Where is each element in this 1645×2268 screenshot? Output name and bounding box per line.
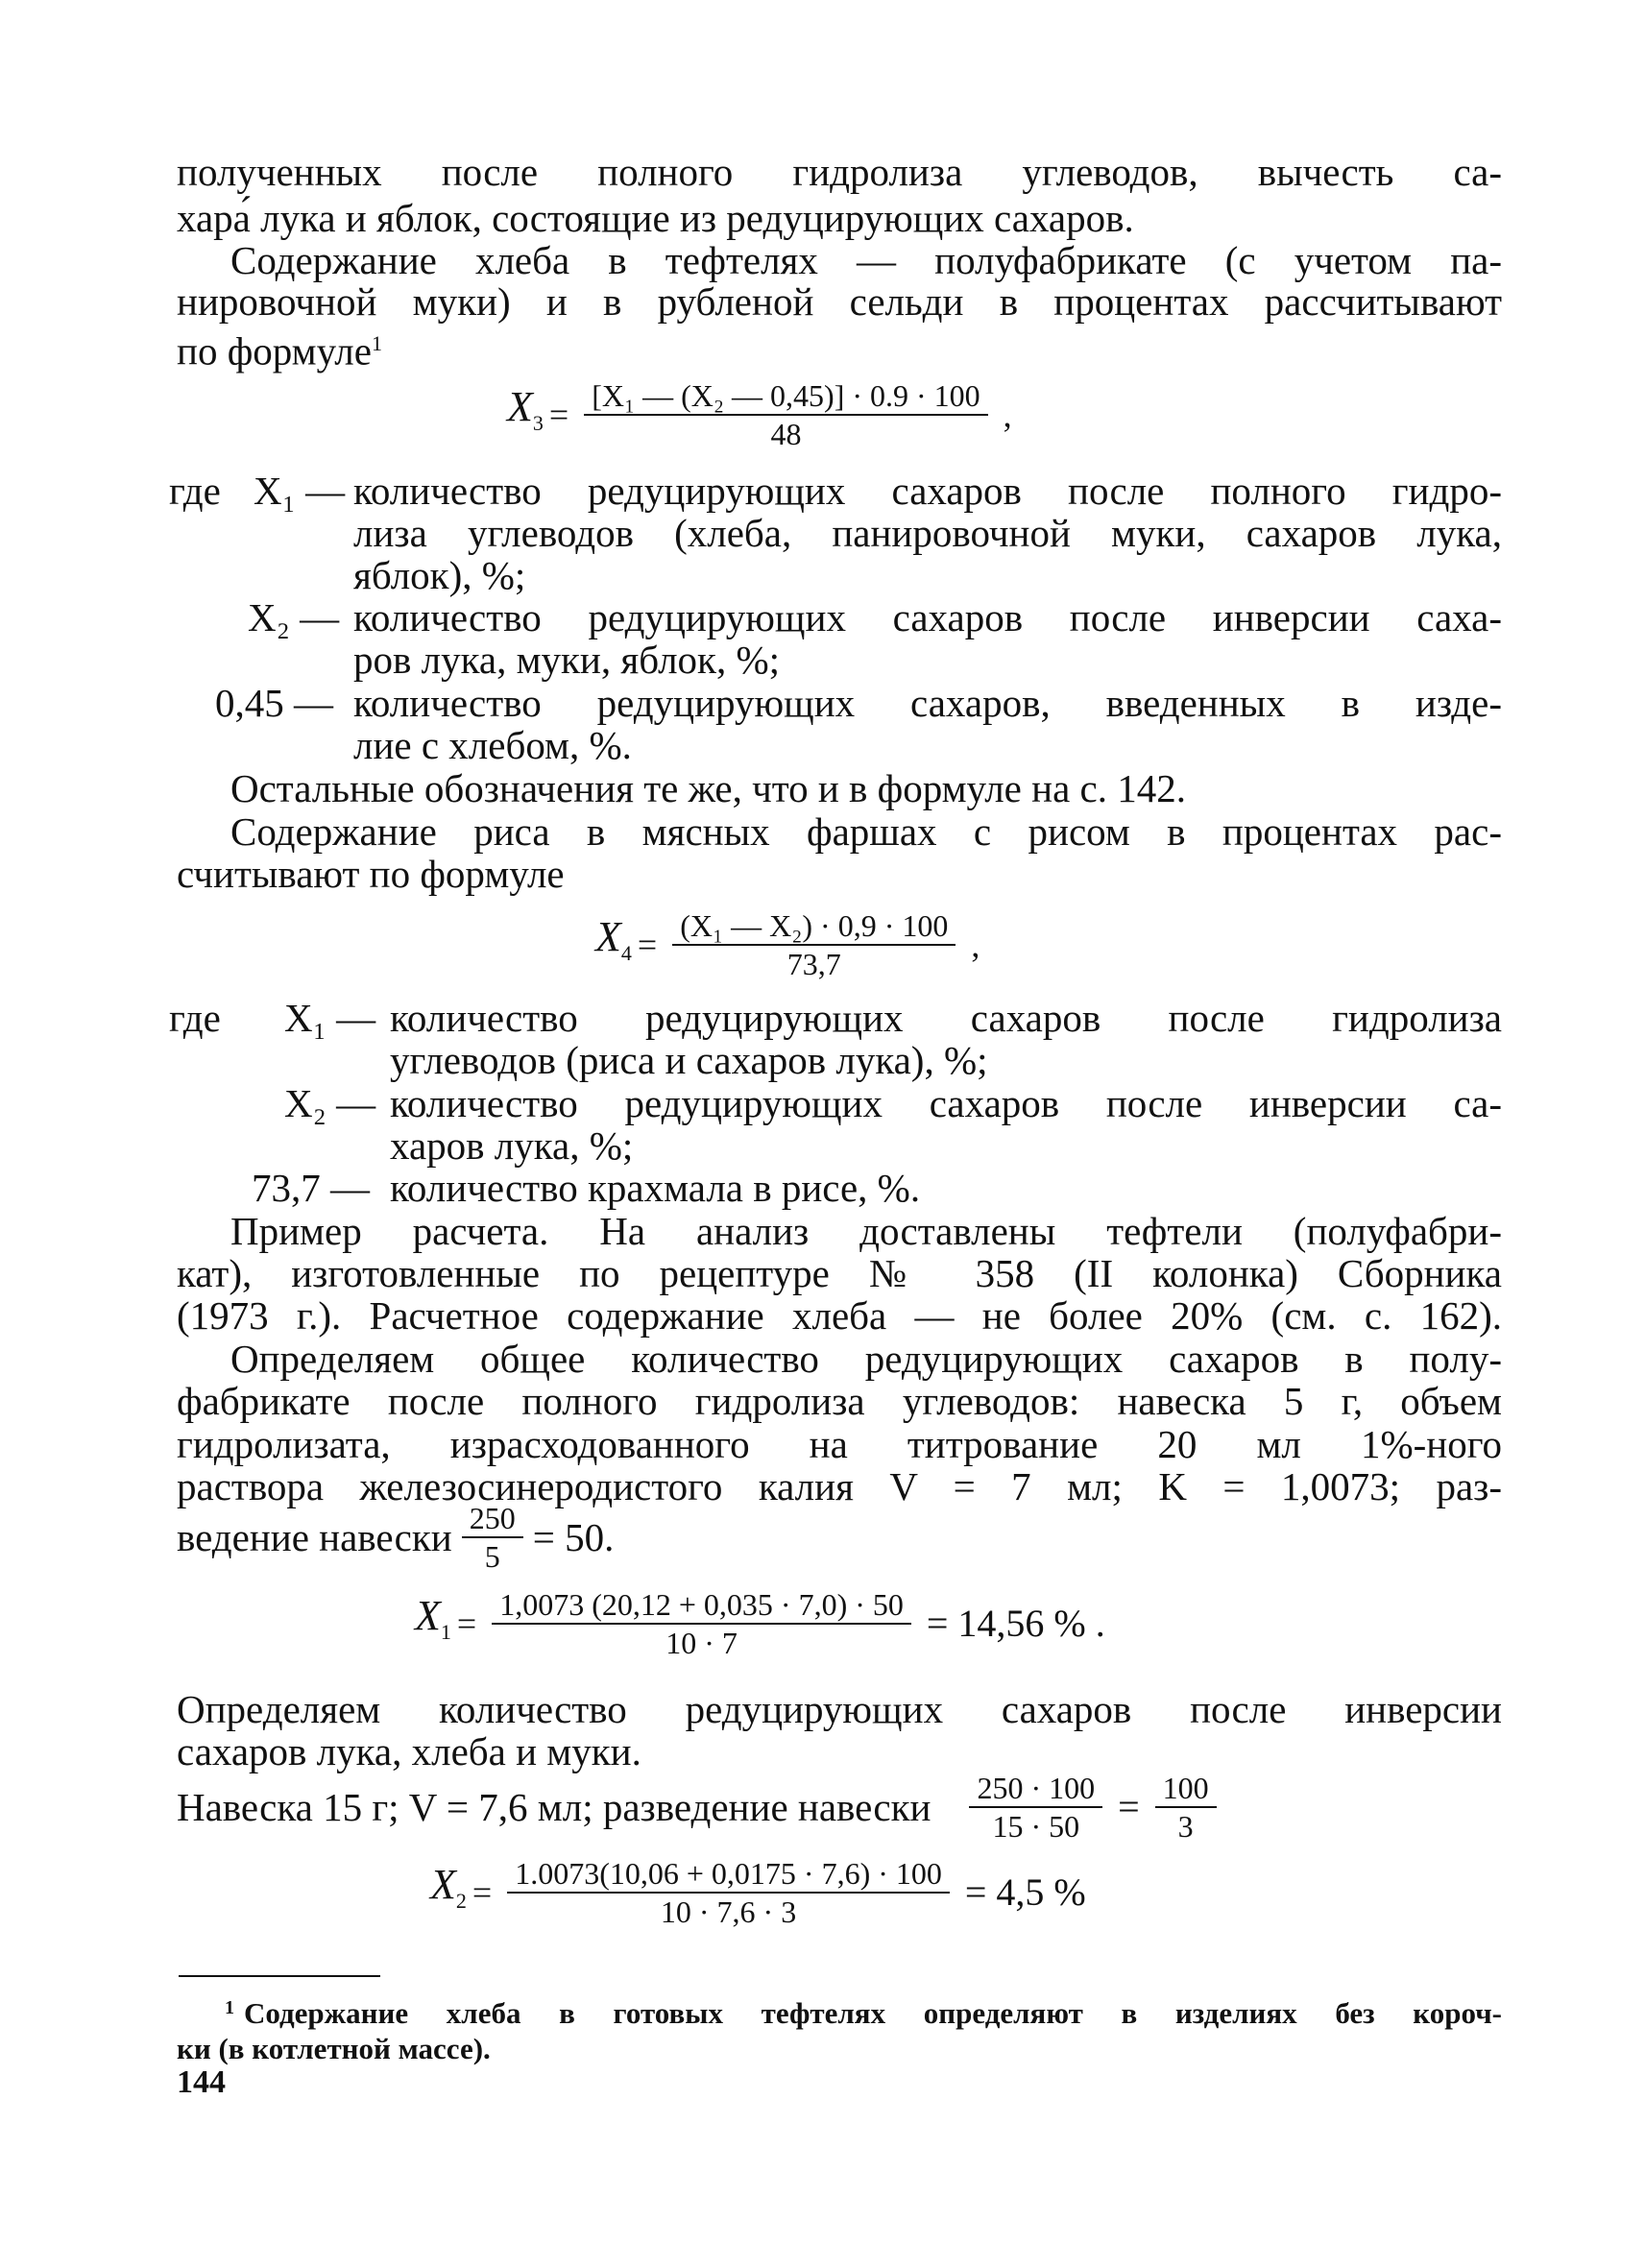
- numerator: 100: [1155, 1770, 1217, 1808]
- definition-label: 0,45 —: [215, 681, 333, 725]
- text-line: Содержание риса в мясных фаршах с рисом в процентах рас-: [230, 809, 1502, 854]
- formula-x3: [507, 377, 1018, 452]
- definition-text: количество редуцирующих сахаров после гидролиза: [390, 996, 1502, 1040]
- dilution-line: [177, 1500, 614, 1575]
- definition-label: X₁ —: [254, 469, 346, 513]
- formula-lhs: $X_3$: [507, 382, 544, 435]
- definition-label: 73,7 —: [252, 1166, 370, 1210]
- equals-sign: =: [472, 1873, 493, 1912]
- numerator: (X₁ — X₂) · 0,9 · 100: [672, 907, 956, 946]
- text-line: фабрикате после полного гидролиза углеводов: навеска 5 г, объем: [177, 1379, 1502, 1423]
- denominator: 3: [1177, 1809, 1194, 1844]
- equals-sign: =: [637, 926, 658, 964]
- footnote-divider: [179, 1975, 380, 1977]
- denominator: 48: [770, 417, 802, 451]
- result: = 14,56 % .: [926, 1602, 1105, 1645]
- fraction: [492, 1586, 911, 1661]
- formula-lhs: $X_2$: [430, 1860, 467, 1913]
- denominator: 10 · 7: [665, 1626, 738, 1660]
- text-fragment: ведение навески: [177, 1515, 452, 1559]
- fraction: [584, 377, 987, 452]
- text-line: (1973 г.). Расчетное содержание хлеба — не более 20% (см. с. 162).: [177, 1293, 1502, 1338]
- denominator: 10 · 7,6 · 3: [660, 1894, 797, 1929]
- result: = 4,5 %: [964, 1870, 1086, 1914]
- equals-sign: =: [548, 396, 569, 434]
- definition-text: лие с хлебом, %.: [353, 723, 632, 767]
- text-line: Определяем количество редуцирующих сахаров после инверсии: [177, 1687, 1502, 1731]
- footnote-mark: 1: [225, 1997, 234, 2018]
- denominator: 15 · 50: [992, 1809, 1080, 1844]
- definition-text: харов лука, %;: [390, 1123, 634, 1168]
- definition-label: X₁ —: [284, 996, 376, 1040]
- comma: ,: [971, 926, 980, 964]
- sample-line: [177, 1770, 1226, 1845]
- formula-x2: [430, 1855, 1092, 1930]
- text-line: Пример расчета. На анализ доставлены тефтели (полуфабри-: [230, 1209, 1502, 1253]
- fraction: [507, 1855, 950, 1930]
- text-fragment: Навеска 15 г; V = 7,6 мл; разведение навески: [177, 1785, 931, 1829]
- footnote-line: ки (в котлетной массе).: [177, 2032, 491, 2065]
- denominator: 5: [484, 1539, 500, 1574]
- fraction: [1155, 1770, 1217, 1845]
- text-fragment: по формуле: [177, 328, 372, 374]
- definition-text: количество редуцирующих сахаров после полного гидро-: [353, 469, 1502, 513]
- formula-lhs: $X_1$: [415, 1591, 451, 1644]
- text-line: нировочной муки) и в рубленой сельди в процентах рассчитывают: [177, 279, 1502, 324]
- footnote-mark: 1: [371, 331, 382, 355]
- definition-label: X₂ —: [248, 595, 340, 639]
- text-line: раствора железосинеродистого калия V = 7 мл; K = 1,0073; раз-: [177, 1464, 1502, 1508]
- text-line: считывают по формуле: [177, 852, 565, 896]
- text-line: Остальные обозначения те же, что и в формуле на с. 142.: [230, 766, 1186, 810]
- numerator: 250 · 100: [969, 1770, 1102, 1808]
- formula-lhs: $X_4$: [595, 912, 632, 965]
- definition-text: яблок), %;: [353, 553, 526, 597]
- equals-sign: =: [1118, 1785, 1140, 1828]
- numerator: 1,0073 (20,12 + 0,035 · 7,0) · 50: [492, 1586, 911, 1625]
- where-label: где: [169, 996, 221, 1040]
- fraction: [969, 1770, 1102, 1845]
- definition-text: количество крахмала в рисе, %.: [390, 1166, 921, 1210]
- formula-x1: [415, 1586, 1111, 1661]
- page-number: 144: [177, 2064, 226, 2100]
- fraction: [672, 907, 956, 982]
- numerator: 1.0073(10,06 + 0,0175 · 7,6) · 100: [507, 1855, 950, 1894]
- text-line: кат), изготовленные по рецептуре № 358 (II колонка) Сборника: [177, 1251, 1502, 1295]
- footnote-line: 1 Содержание хлеба в готовых тефтелях определяют в изделиях без короч-: [244, 1995, 1502, 2032]
- text-line: хара́ лука и яблок, состоящие из редуцирующих сахаров.: [177, 196, 1134, 240]
- definition-text: ров лука, муки, яблок, %;: [353, 638, 780, 682]
- comma: ,: [1003, 396, 1012, 434]
- equals-sign: =: [456, 1604, 477, 1643]
- text-line: полученных после полного гидролиза углеводов, вычесть са-: [177, 150, 1502, 194]
- text-line: [177, 321, 1502, 374]
- definition-text: углеводов (риса и сахаров лука), %;: [390, 1038, 988, 1082]
- fraction: [462, 1500, 523, 1575]
- text-line: Определяем общее количество редуцирующих сахаров в полу-: [230, 1337, 1502, 1381]
- definition-text: количество редуцирующих сахаров после инверсии саха-: [353, 595, 1502, 639]
- where-label: где: [169, 469, 221, 513]
- definition-text: лиза углеводов (хлеба, панировочной муки, сахаров лука,: [353, 511, 1502, 555]
- text-fragment: = 50.: [532, 1515, 615, 1559]
- denominator: 73,7: [786, 947, 841, 981]
- numerator: 250: [462, 1500, 523, 1538]
- numerator: [X₁ — (X₂ — 0,45)] · 0.9 · 100: [584, 377, 987, 416]
- formula-x4: [595, 907, 985, 982]
- text-line: гидролизата, израсходованного на титрование 20 мл 1%-ного: [177, 1422, 1502, 1466]
- definition-label: X₂ —: [284, 1081, 376, 1125]
- definition-text: количество редуцирующих сахаров после инверсии са-: [390, 1081, 1502, 1125]
- text-line: сахаров лука, хлеба и муки.: [177, 1729, 641, 1773]
- text-line: Содержание хлеба в тефтелях — полуфабрикате (с учетом па-: [230, 238, 1502, 282]
- definition-text: количество редуцирующих сахаров, введенных в изде-: [353, 681, 1502, 725]
